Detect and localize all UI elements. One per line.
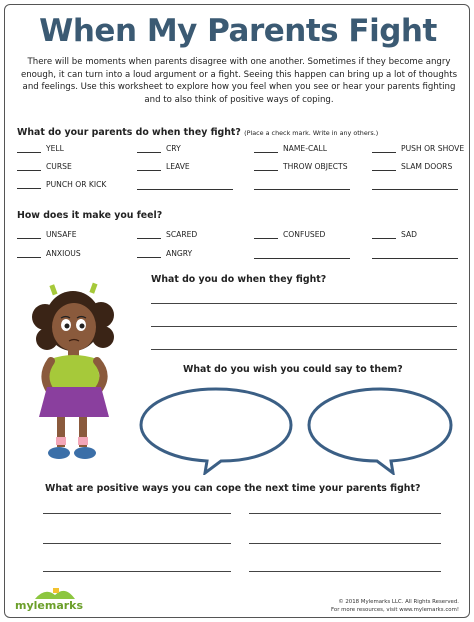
- write-in-blank[interactable]: [137, 189, 233, 190]
- option-cry[interactable]: [137, 144, 181, 153]
- option-label: ANGRY: [166, 249, 193, 258]
- copyright-notice: [331, 598, 459, 614]
- answer-line[interactable]: [151, 303, 457, 304]
- option-label: PUSH OR SHOVE: [401, 144, 465, 153]
- answer-line[interactable]: [43, 513, 231, 514]
- checkbox-blank[interactable]: [17, 162, 41, 171]
- checkbox-blank[interactable]: [254, 230, 278, 239]
- option-label: SLAM DOORS: [401, 162, 453, 171]
- option-label: LEAVE: [166, 162, 190, 171]
- option-label: SAD: [401, 230, 418, 239]
- checkbox-blank[interactable]: [137, 230, 161, 239]
- option-throw-objects[interactable]: [254, 162, 348, 171]
- answer-line[interactable]: [249, 513, 441, 514]
- option-sad[interactable]: [372, 230, 417, 239]
- intro-paragraph: There will be moments when parents disagree with one another. Sometimes if they become angry enough, it can turn into a loud argument or a fight. Seeing this happen can bring up a lot of thoughts and feelings. Use this worksheet to explore how you feel when you see or hear your parents fighting and to also think of positive ways of coping.: [20, 57, 458, 105]
- option-label: ANXIOUS: [46, 249, 81, 258]
- option-angry[interactable]: [137, 249, 192, 258]
- option-label: CRY: [166, 144, 181, 153]
- write-in-blank[interactable]: [372, 189, 458, 190]
- answer-line[interactable]: [151, 326, 457, 327]
- checkbox-blank[interactable]: [137, 144, 161, 153]
- answer-line[interactable]: [43, 543, 231, 544]
- speech-bubble-left[interactable]: [135, 383, 297, 475]
- write-in-blank[interactable]: [254, 258, 350, 259]
- question-label: What do you do when they fight?: [151, 274, 327, 285]
- write-in-blank[interactable]: [372, 258, 458, 259]
- checkbox-blank[interactable]: [137, 162, 161, 171]
- option-punch-or-kick[interactable]: [17, 180, 106, 189]
- checkbox-blank[interactable]: [372, 144, 396, 153]
- worried-girl-illustration: [23, 277, 133, 472]
- checkbox-blank[interactable]: [254, 162, 278, 171]
- option-name-call[interactable]: [254, 144, 327, 153]
- question-instruction: (Place a check mark. Write in any others.): [244, 129, 379, 137]
- mylemarks-logo: [15, 585, 105, 615]
- question-parents-actions: [17, 127, 378, 138]
- worksheet-page: [4, 4, 470, 618]
- option-label: PUNCH OR KICK: [46, 180, 107, 189]
- checkbox-blank[interactable]: [17, 249, 41, 258]
- option-label: THROW OBJECTS: [283, 162, 348, 171]
- copyright-line: © 2018 Mylemarks LLC. All Rights Reserved.: [338, 599, 459, 605]
- checkbox-blank[interactable]: [17, 230, 41, 239]
- option-label: CURSE: [46, 162, 72, 171]
- checkbox-blank[interactable]: [372, 230, 396, 239]
- option-slam-doors[interactable]: [372, 162, 452, 171]
- option-curse[interactable]: [17, 162, 72, 171]
- option-push-or-shove[interactable]: [372, 144, 464, 153]
- option-anxious[interactable]: [17, 249, 81, 258]
- answer-line[interactable]: [43, 571, 231, 572]
- option-scared[interactable]: [137, 230, 197, 239]
- question-coping: [45, 483, 420, 494]
- option-label: UNSAFE: [46, 230, 77, 239]
- answer-line[interactable]: [249, 571, 441, 572]
- write-in-blank[interactable]: [254, 189, 350, 190]
- checkbox-blank[interactable]: [17, 144, 41, 153]
- option-unsafe[interactable]: [17, 230, 77, 239]
- worksheet-title: When My Parents Fight: [39, 13, 437, 49]
- option-leave[interactable]: [137, 162, 190, 171]
- speech-bubble-right[interactable]: [299, 383, 461, 475]
- logo-landscape-icon: [35, 585, 75, 599]
- question-wish-to-say: [183, 364, 403, 375]
- logo-text: mylemarks: [15, 599, 84, 612]
- question-label: What do you wish you could say to them?: [183, 364, 403, 375]
- checkbox-blank[interactable]: [372, 162, 396, 171]
- option-confused[interactable]: [254, 230, 325, 239]
- answer-line[interactable]: [151, 349, 457, 350]
- option-yell[interactable]: [17, 144, 64, 153]
- option-label: NAME-CALL: [283, 144, 327, 153]
- option-label: SCARED: [166, 230, 198, 239]
- checkbox-blank[interactable]: [17, 180, 41, 189]
- question-feelings: [17, 210, 162, 221]
- resources-line: For more resources, visit www.mylemarks.com!: [331, 607, 459, 613]
- answer-line[interactable]: [249, 543, 441, 544]
- question-label: What are positive ways you can cope the next time your parents fight?: [45, 483, 421, 494]
- option-label: YELL: [46, 144, 64, 153]
- checkbox-blank[interactable]: [137, 249, 161, 258]
- question-label: What do your parents do when they fight?: [17, 127, 241, 138]
- question-what-you-do: [151, 274, 326, 285]
- checkbox-blank[interactable]: [254, 144, 278, 153]
- option-label: CONFUSED: [283, 230, 326, 239]
- question-label: How does it make you feel?: [17, 210, 163, 221]
